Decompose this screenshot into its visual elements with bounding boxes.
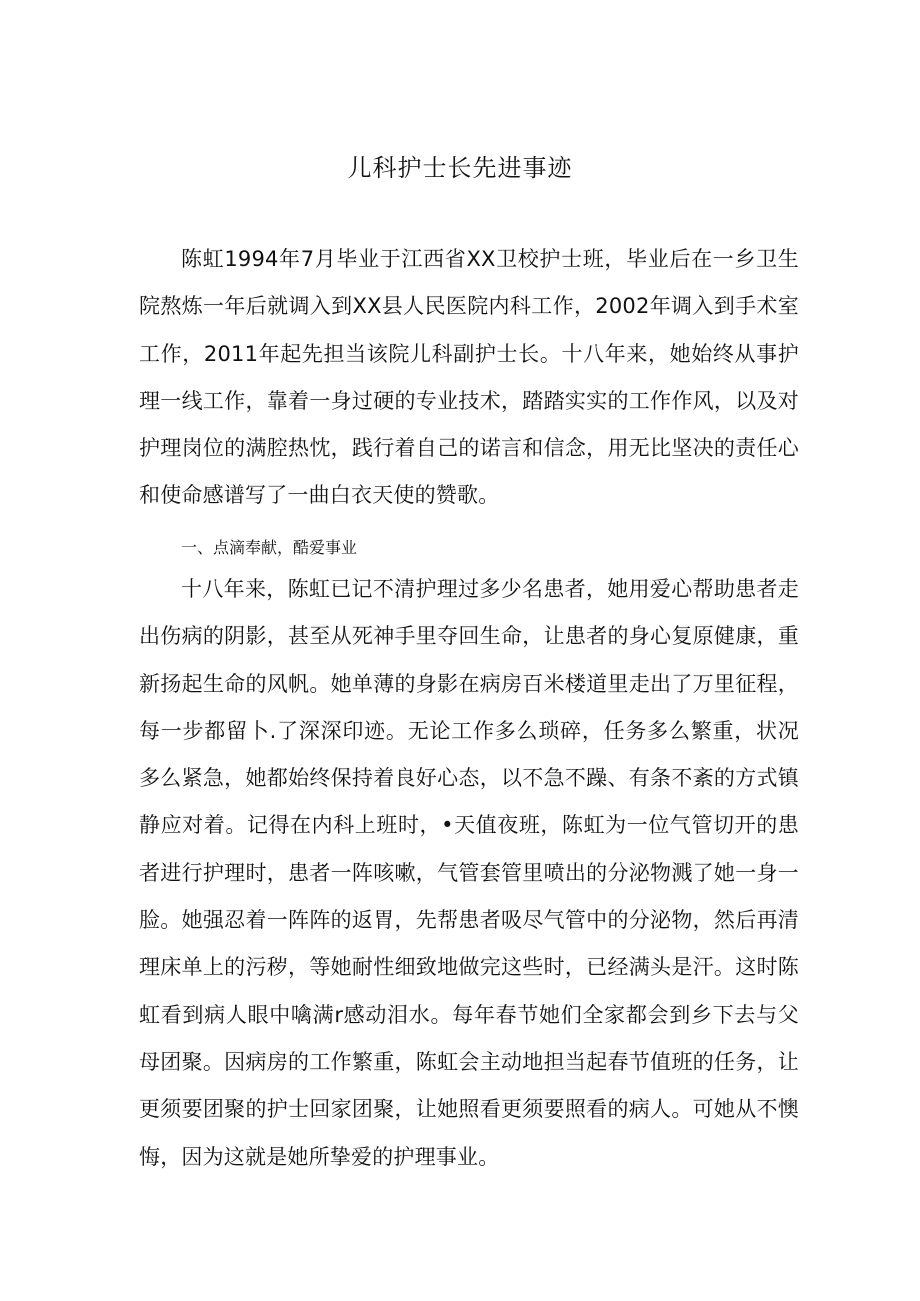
document-title: 儿科护士长先进事迹: [347, 154, 573, 182]
section-heading: 一、点滴奉献，酷爱事业: [181, 538, 358, 557]
section-paragraph: 十八年来，陈虹已记不清护理过多少名患者，她用爱心帮助患者走出伤病的阴影，甚至从死神手里夺回生命，让患者的身心复原健康，重新扬起生命的风帆。她单薄的身影在病房百米楼道里走出了万里征程，每一步都留卜.了深深印迹。无论工作多么琐碎，任务多么繁重，状况多么紧急，她都始终保持着良好心态，以不急不躁、有条不紊的方式镇静应对着。记得在内科上班时，•天值夜班，陈虹为一位气管切开的患者进行护理时，患者一阵咳嗽，气管套管里喷出的分泌物溅了她一身一脸。她强忍着一阵阵的返胃，先帮患者吸尽气管中的分泌物，然后再清理床单上的污秽，等她耐性细致地做完这些时，已经满头是汗。这时陈虹看到病人眼中噙满r感动泪水。每年春节她们全家都会到乡下去与父母团聚。因病房的工作繁重，陈虹会主动地担当起春节值班的任务，让更须要团聚的护士回家团聚，让她照看更须要照看的病人。可她从不懊悔，因为这就是她所挚爱的护理事业。: [139, 577, 799, 1169]
intro-paragraph: 陈虹1994年7月毕业于江西省XX卫校护士班，毕业后在一乡卫生院熬炼一年后就调入到XX县人民医院内科工作，2002年调入到手术室工作，2011年起先担当该院儿科副护士长。十八年来，她始终从事护理一线工作，靠着一身过硬的专业技术，踏踏实实的工作作风，以及对护理岗位的满腔热忱，践行着自己的诺言和信念，用无比坚决的责任心和使命感谱写了一曲白衣天使的赞歌。: [139, 247, 799, 508]
